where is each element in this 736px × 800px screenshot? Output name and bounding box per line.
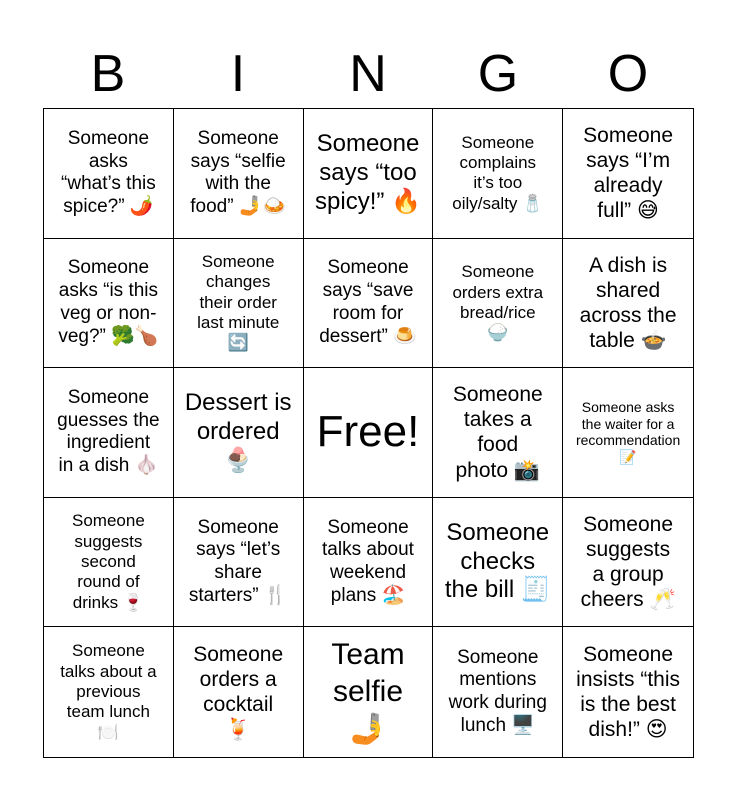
cell-text: Someone orders extra bread/rice 🍚	[452, 262, 544, 343]
bingo-cell[interactable]	[304, 239, 434, 369]
bingo-cell[interactable]	[433, 109, 563, 239]
cell-text: Someone takes a food photo 📸	[452, 383, 543, 482]
bingo-cell[interactable]	[44, 109, 174, 239]
free-cell[interactable]	[304, 368, 434, 498]
cell-text: Someone changes their order last minute 🔄	[197, 251, 280, 353]
cell-text: Someone checks the bill 🧾	[444, 518, 551, 604]
cell-text: Someone says “let’s share starters” 🍴	[188, 516, 288, 606]
cell-text: Someone insists “this is the best dish!” 😍	[576, 642, 681, 742]
header-letter-g: G	[477, 45, 519, 103]
cell-text: Someone asks “is this veg or non- veg?” 🥦🍗	[58, 257, 159, 347]
bingo-cell[interactable]	[174, 498, 304, 628]
bingo-cell[interactable]	[433, 627, 563, 757]
bingo-cell[interactable]	[563, 109, 693, 239]
cell-text: Someone complains it’s too oily/salty 🧂	[452, 132, 544, 213]
bingo-cell[interactable]	[304, 109, 434, 239]
cell-text: Someone says “too spicy!” 🔥	[315, 130, 421, 215]
bingo-header	[43, 40, 693, 108]
cell-text: Someone guesses the ingredient in a dish 🧄	[57, 386, 160, 477]
bingo-cell[interactable]	[563, 368, 693, 498]
bingo-cell[interactable]	[563, 627, 693, 757]
cell-text: Someone asks “what’s this spice?” 🌶️	[61, 127, 156, 218]
bingo-cell[interactable]	[304, 498, 434, 628]
bingo-cell[interactable]	[44, 627, 174, 757]
bingo-cell[interactable]	[304, 627, 434, 757]
cell-text: Someone talks about a previous team lunch 🍽️	[60, 641, 157, 742]
cell-text: Dessert is ordered 🍨	[184, 389, 292, 474]
header-letter-o: O	[607, 45, 649, 103]
header-letter-b: B	[90, 45, 126, 103]
bingo-cell[interactable]	[174, 627, 304, 757]
bingo-cell[interactable]	[174, 239, 304, 369]
bingo-cell[interactable]	[433, 239, 563, 369]
cell-text: Someone says “I’m already full” 😅	[583, 123, 674, 223]
header-letter-i: I	[230, 45, 246, 103]
cell-text: Someone suggests second round of drinks 🍷	[72, 511, 145, 612]
cell-text: Someone suggests a group cheers 🥂	[580, 512, 676, 612]
bingo-cell[interactable]	[433, 368, 563, 498]
cell-text: Team selfie 🤳	[331, 637, 405, 746]
bingo-cell[interactable]	[433, 498, 563, 628]
bingo-cell[interactable]	[174, 368, 304, 498]
bingo-cell[interactable]	[563, 239, 693, 369]
cell-text: Someone says “selfie with the food” 🤳🍛	[190, 127, 287, 218]
free-label: Free!	[316, 407, 420, 457]
bingo-cell[interactable]	[44, 368, 174, 498]
cell-text: Someone mentions work during lunch 🖥️	[448, 646, 547, 736]
bingo-cell[interactable]	[44, 498, 174, 628]
bingo-cell[interactable]	[44, 239, 174, 369]
bingo-cell[interactable]	[174, 109, 304, 239]
cell-text: A dish is shared across the table 🍲	[579, 253, 677, 353]
bingo-cell[interactable]	[563, 498, 693, 628]
cell-text: Someone says “save room for dessert” 🍮	[319, 257, 417, 347]
cell-text: Someone orders a cocktail 🍹	[193, 642, 284, 742]
bingo-grid	[43, 108, 694, 758]
cell-text: Someone talks about weekend plans 🏖️	[322, 516, 414, 606]
header-letter-n: N	[349, 45, 387, 103]
cell-text: Someone asks the waiter for a recommendation 📝	[575, 398, 681, 466]
